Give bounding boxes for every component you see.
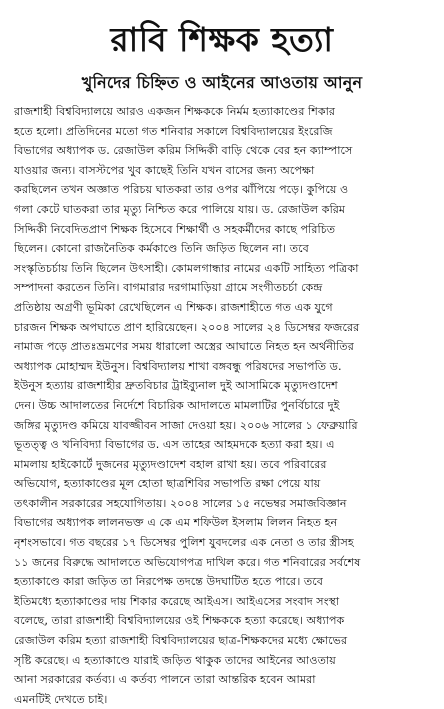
body-line: চারজন শিক্ষক অপঘাতে প্রাণ হারিয়েছেন। ২০০৪ সালের ২৪ ডিসেম্বর ফজরের — [14, 320, 360, 334]
body-line: বিভাগের অধ্যাপক লালনভক্ত এ কে এম শফিউল ইসলাম লিলন নিহত হন — [14, 516, 338, 530]
body-line: ইতিমধ্যে হত্যাকাণ্ডের দায় শিকার করেছে আইএস। আইএসের সংবাদ সংস্থা — [14, 594, 340, 608]
body-line: রেজাউল করিম হত্যা রাজশাহী বিশ্ববিদ্যালয়ের ছাত্র-শিক্ষকদের মধ্যে ক্ষোভের — [14, 634, 348, 648]
body-line: আনা সরকারের কর্তব্য। এ কর্তব্য পালনে তারা আন্তরিক হবেন আমরা — [14, 673, 316, 687]
body-line: সংস্কৃতিচর্চায় তিনি ছিলেন উৎসাহী। কোমলগান্ধার নামের একটি সাহিত্য পত্রিকা — [14, 261, 359, 275]
body-line: অভিযোগ, হত্যাকাণ্ডের মূল হোতা ছাত্রশিবির সভাপতি রক্ষা পেয়ে যায় — [14, 477, 321, 491]
body-line: মামলায় হাইকোর্টে দুজনের মৃত্যুদণ্ডাদেশ বহাল রাখা হয়। তবে পরিবারের — [14, 457, 327, 471]
body-line: তৎকালীন সরকারের সহযোগিতায়। ২০০৪ সালের ১৫ নভেম্বর সমাজবিজ্ঞান — [14, 496, 347, 510]
body-line: সম্পাদনা করতেন তিনি। বাগমারার দরগামাড়িয়া গ্রামে সংগীতচর্চা কেন্দ্র — [14, 281, 323, 295]
body-line: যাওয়ার জন্য। বাসস্টপের খুব কাছেই তিনি যখন বাসের জন্য অপেক্ষা — [14, 163, 315, 177]
article-body — [14, 102, 430, 709]
body-line: সিদ্দিকী নিবেদিতপ্রাণ শিক্ষক হিসেবে শিক্ষার্থী ও সহকর্মীদের কাছে পরিচিত — [14, 222, 336, 236]
body-line: সৃষ্টি করেছে। এ হত্যাকাণ্ডে যারাই জড়িত থাকুক তাদের আইনের আওতায় — [14, 653, 336, 667]
body-line: নৃশংসভাবে। গত বছরের ১৭ ডিসেম্বর পুলিশ যুবদলের এক নেতা ও তার স্ত্রীসহ — [14, 536, 354, 550]
body-line: ইউনুস হত্যায় রাজশাহীর দ্রুতবিচার ট্রাইব্যুনাল দুই আসামিকে মৃত্যুদণ্ডাদেশ — [14, 379, 338, 393]
body-line: দেন। উচ্চ আদালতের নির্দেশে বিচারিক আদালতে মামলাটির পুনর্বিচারে দুই — [14, 398, 340, 412]
body-line: করছিলেন তখন অজ্ঞাত পরিচয় ঘাতকরা তার ওপর ঝাঁপিয়ে পড়ে। কুপিয়ে ও — [14, 183, 349, 197]
body-line: প্রতিষ্ঠায় অগ্রণী ভূমিকা রেখেছিলেন এ শিক্ষক। রাজশাহীতে গত এক যুগে — [14, 300, 333, 314]
body-line: জঙ্গির মৃত্যুদণ্ড কমিয়ে যাবজ্জীবন সাজা দেওয়া হয়। ২০০৬ সালের ১ ফেব্রুয়ারি — [14, 418, 358, 432]
body-line: ভূতত্ত্ব ও খনিবিদ্যা বিভাগের ড. এস তাহের আহমদকে হত্যা করা হয়। এ — [14, 438, 335, 452]
body-line: এমনটিই দেখতে চাই। — [14, 692, 108, 706]
body-line: নামাজ পড়ে প্রাতঃভ্রমণের সময় ধারালো অস্ত্রের আঘাতে নিহত হন অর্থনীতির — [14, 340, 354, 354]
body-line: বিভাগের অধ্যাপক ড. রেজাউল করিম সিদ্দিকী বাড়ি থেকে বের হন ক্যাম্পাসে — [14, 144, 353, 158]
body-line: ছিলেন। কোনো রাজনৈতিক কর্মকাণ্ডে তিনি জড়িত ছিলেন না। তবে — [14, 242, 309, 256]
body-line: বলেছে, তারা রাজশাহী বিশ্ববিদ্যালয়ের ওই শিক্ষককে হত্যা করেছে। অধ্যাপক — [14, 614, 345, 628]
body-line: হতে হলো। প্রতিদিনের মতো গত শনিবার সকালে বিশ্ববিদ্যালয়ের ইংরেজি — [14, 124, 333, 138]
body-line: গলা কেটে ঘাতকরা তার মৃত্যু নিশ্চিত করে পালিয়ে যায়। ড. রেজাউল করিম — [14, 202, 346, 216]
subheadline: খুনিদের চিহ্নিত ও আইনের আওতায় আনুন — [81, 73, 363, 92]
body-line: হত্যাকাণ্ডে কারা জড়িত তা নিরপেক্ষ তদন্তে উদঘাটিত হতে পারে। তবে — [14, 575, 323, 589]
body-line: রাজশাহী বিশ্ববিদ্যালয়ে আরও একজন শিক্ষককে নির্মম হত্যাকাণ্ডের শিকার — [14, 105, 336, 118]
body-line: ১১ জনের বিরুদ্ধে আদালতে অভিযোগপত্র দাখিল করে। গত শনিবারের সর্বশেষ — [14, 555, 361, 569]
body-line: অধ্যাপক মোহাম্মদ ইউনুস। বিশ্ববিদ্যালয় শাখা বঙ্গবন্ধু পরিষদের সভাপতি ড. — [14, 359, 342, 373]
headline: রাবি শিক্ষক হত্যা — [110, 20, 334, 59]
